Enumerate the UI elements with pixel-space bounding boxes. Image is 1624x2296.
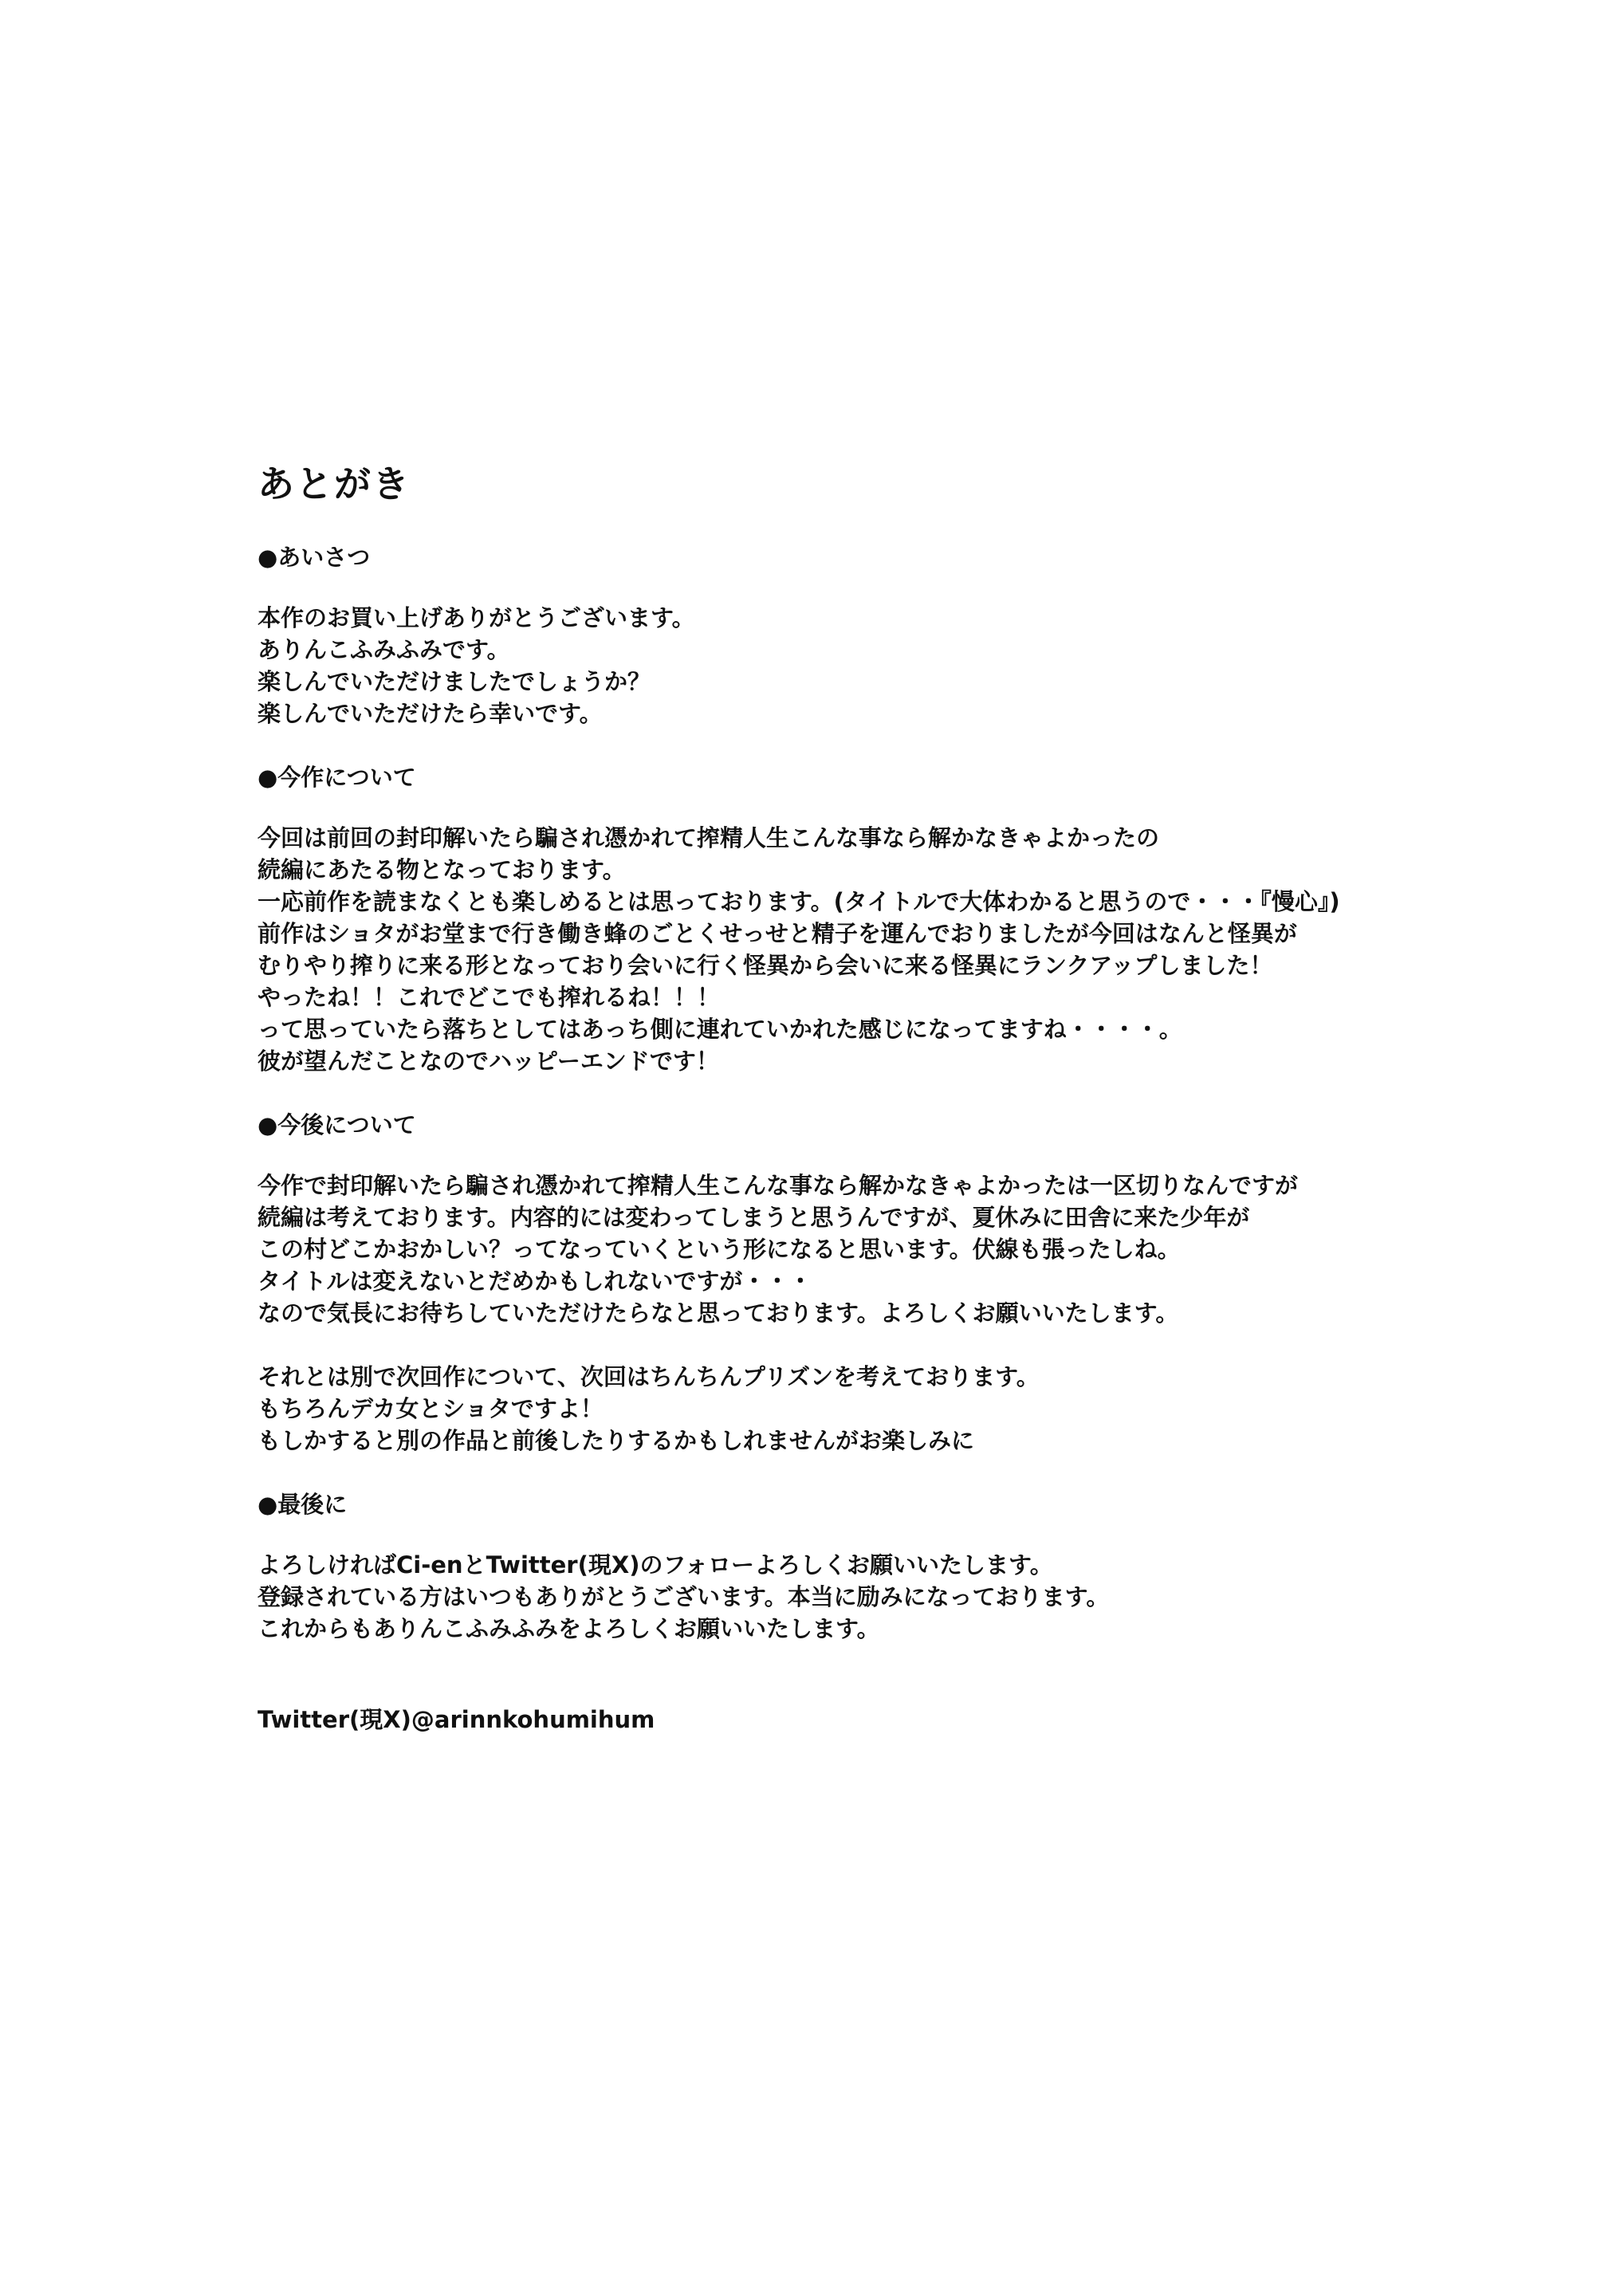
section-future	[258, 1109, 1501, 1457]
section-heading: ●最後に	[258, 1491, 348, 1518]
text-line: むりやり搾りに来る形となっており会いに行く怪異から会いに来る怪異にランクアップしました！	[258, 952, 1273, 979]
text-line: 楽しんでいただけたら幸いです。	[258, 700, 603, 727]
paragraph	[258, 1170, 1501, 1329]
afterword-content	[258, 458, 1501, 1736]
text-line: 続編は考えております。内容的には変わってしまうと思うんですが、夏休みに田舎に来た少年が	[258, 1204, 1250, 1231]
text-line: 一応前作を読まなくとも楽しめるとは思っております。(タイトルで大体わかると思うので・・・『慢心』)	[258, 888, 1340, 915]
section-heading: ●今作について	[258, 764, 416, 791]
text-line: 前作はショタがお堂まで行き働き蜂のごとくせっせと精子を運んでおりましたが今回はなんと怪異が	[258, 920, 1297, 947]
text-line: 今回は前回の封印解いたら騙され憑かれて搾精人生こんな事なら解かなきゃよかったの	[258, 824, 1160, 851]
text-line: 本作のお買い上げありがとうございます。	[258, 604, 695, 631]
text-line: って思っていたら落ちとしてはあっち側に連れていかれた感じになってますね・・・・。	[258, 1016, 1182, 1043]
text-line: やったね！！これでどこでも搾れるね！！！	[258, 984, 721, 1011]
section-closing	[258, 1488, 1501, 1645]
text-line: ありんこふみふみです。	[258, 636, 510, 663]
section-this-work	[258, 761, 1501, 1077]
text-line: タイトルは変えないとだめかもしれないですが・・・	[258, 1268, 812, 1295]
text-line: それとは別で次回作について、次回はちんちんプリズンを考えております。	[258, 1363, 1040, 1390]
text-line: もしかすると別の作品と前後したりするかもしれませんがお楽しみに	[258, 1427, 975, 1454]
afterword-sections	[258, 541, 1501, 1645]
section-heading: ●あいさつ	[258, 544, 371, 571]
paragraph	[258, 1361, 1501, 1457]
text-line: 今作で封印解いたら騙され憑かれて搾精人生こんな事なら解かなきゃよかったは一区切りなんですが	[258, 1172, 1299, 1199]
twitter-handle: Twitter(現X)@arinnkohumihum	[258, 1706, 655, 1733]
section-heading: ●今後について	[258, 1111, 416, 1138]
paragraph	[258, 822, 1501, 1077]
paragraph	[258, 1549, 1501, 1645]
text-line: なので気長にお待ちしていただけたらなと思っております。よろしくお願いいたします。	[258, 1299, 1179, 1327]
section-greeting	[258, 541, 1501, 729]
text-line: 楽しんでいただけましたでしょうか？	[258, 668, 651, 695]
text-line: もちろんデカ女とショタですよ！	[258, 1395, 604, 1422]
paragraph	[258, 602, 1501, 729]
text-line: 彼が望んだことなのでハッピーエンドです！	[258, 1048, 719, 1075]
text-line: 登録されている方はいつもありがとうございます。本当に励みになっております。	[258, 1583, 1110, 1610]
text-line: よろしければCi-enとTwitter(現X)のフォローよろしくお願いいたします。	[258, 1551, 1053, 1578]
page-title: あとがき	[258, 462, 411, 505]
text-line: この村どこかおかしい？ってなっていくという形になると思います。伏線も張ったしね。	[258, 1236, 1181, 1263]
text-line: 続編にあたる物となっております。	[258, 856, 626, 883]
text-line: これからもありんこふみふみをよろしくお願いいたします。	[258, 1615, 880, 1642]
